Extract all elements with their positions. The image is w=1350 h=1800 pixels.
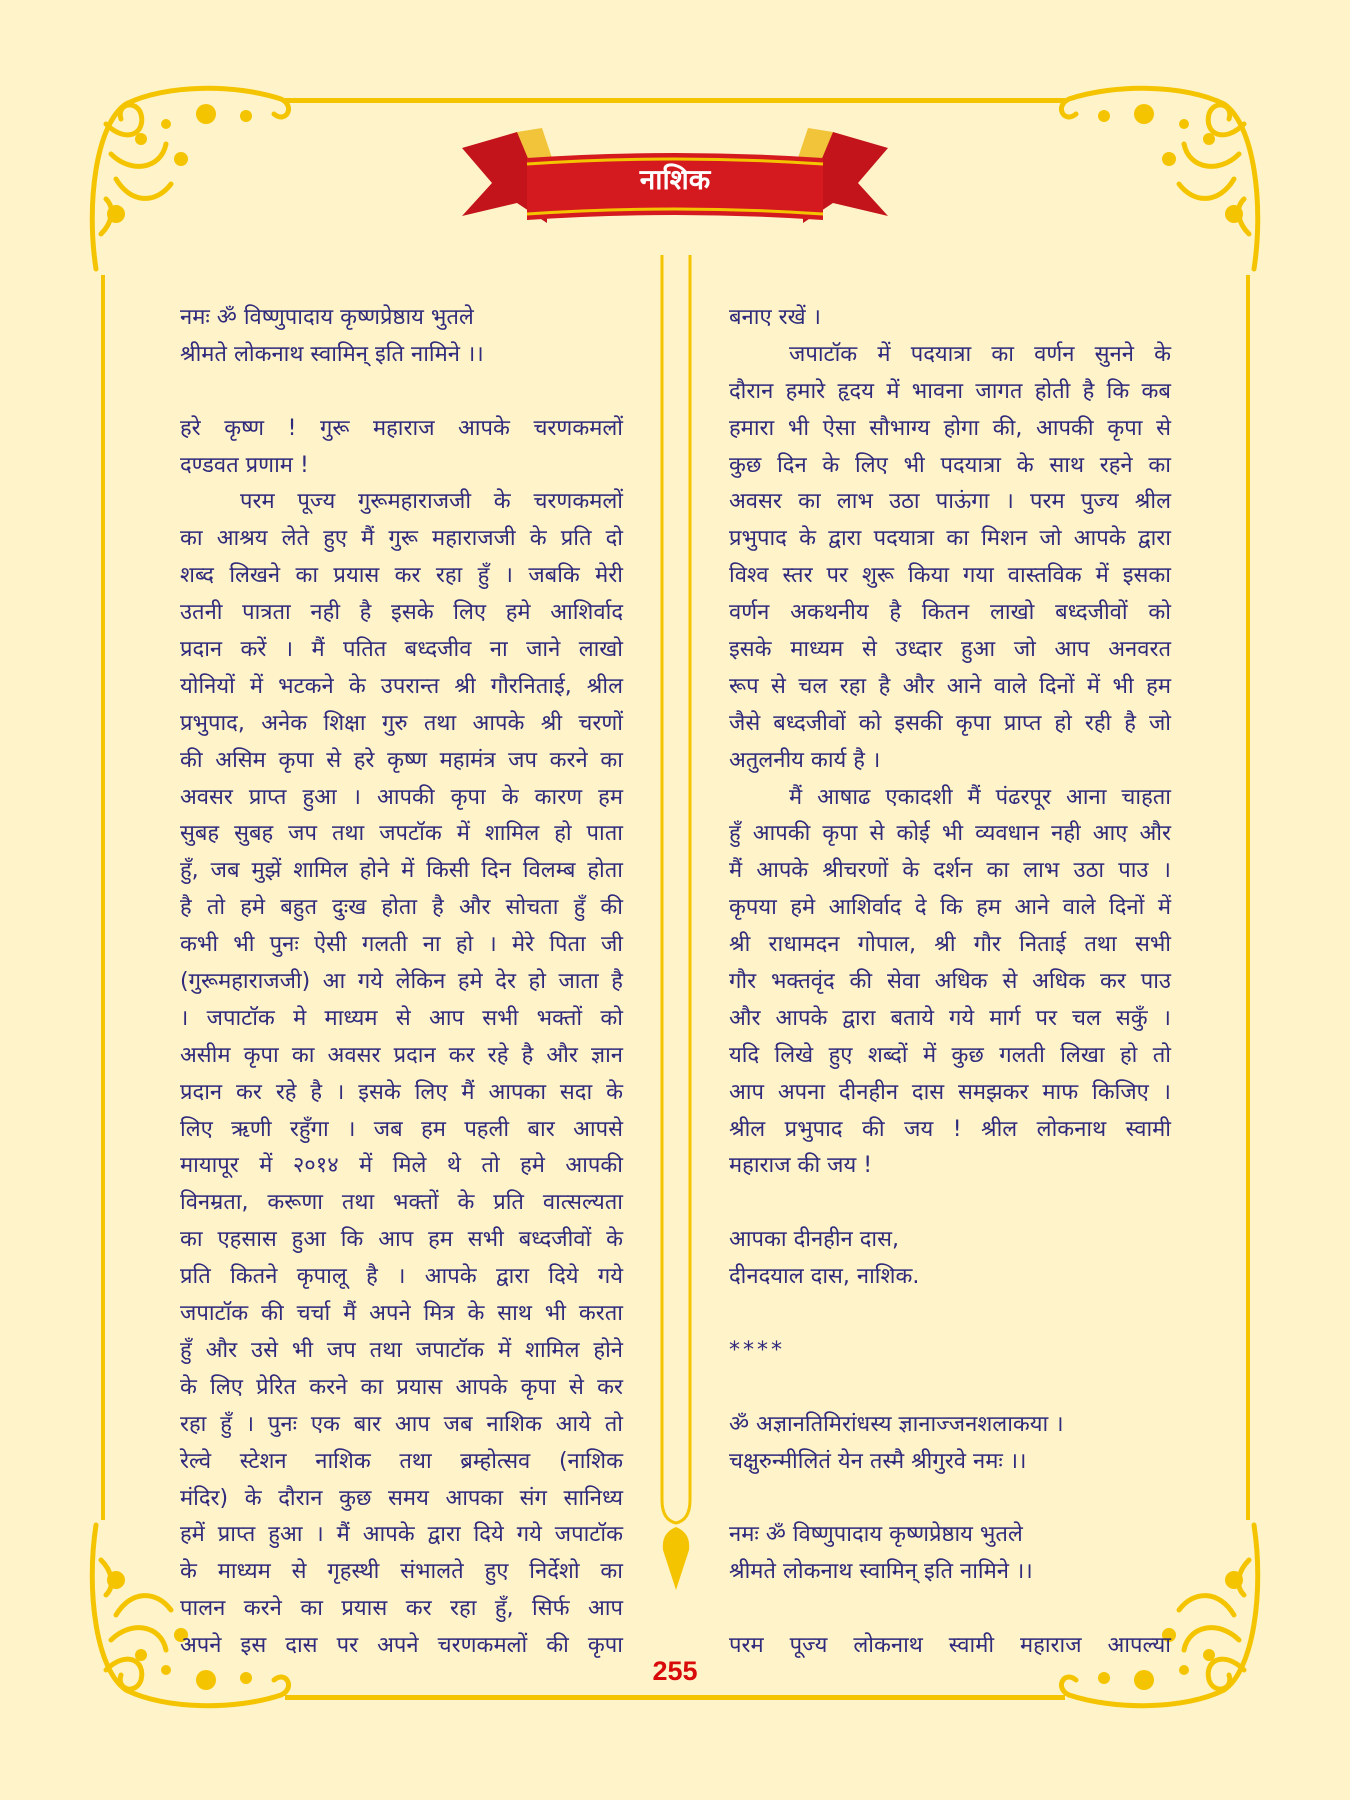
text-line: रूप से चल रहा है और आने वाले दिनों में भी हम: [729, 673, 1171, 699]
text-line: लिए ऋणी रहुँगा । जब हम पहली बार आपसे: [180, 1116, 623, 1142]
frame-bottom-line: [285, 1695, 1065, 1700]
text-line: विश्व स्तर पर शुरू किया गया वास्तविक में इसका: [729, 563, 1171, 589]
text-line: के माध्यम से गृहस्थी संभालते हुए निर्देशो का: [180, 1559, 623, 1585]
text-line: महाराज की जय !: [729, 1153, 873, 1179]
text-line: रेल्वे स्टेशन नाशिक तथा ब्रम्होत्सव (नाशिक: [180, 1448, 623, 1474]
text-line: दौरान हमारे हृदय में भावना जागत होती है कि कब: [729, 378, 1171, 404]
text-line: मायापूर में २०१४ में मिले थे तो हमे आपकी: [180, 1153, 623, 1179]
column-divider: [655, 255, 697, 1595]
text-line: (गुरूमहाराजजी) आ गये लेकिन हमे देर हो जाता है: [180, 969, 623, 995]
text-line: अवसर प्राप्त हुआ । आपकी कृपा के कारण हम: [180, 784, 623, 810]
text-line: । जपाटॉक मे माध्यम से आप सभी भक्तों को: [180, 1005, 623, 1031]
text-line: जपाटॉक की चर्चा मैं अपने मित्र के साथ भी करता: [180, 1301, 623, 1327]
text-line: प्रदान करें । मैं पतित बध्दजीव ना जाने लाखो: [180, 637, 623, 663]
text-line: नमः ॐ विष्णुपादाय कृष्णप्रेष्ठाय भुतले: [180, 305, 474, 330]
text-line: रहा हुँ । पुनः एक बार आप जब नाशिक आये तो: [180, 1411, 623, 1437]
text-line: नमः ॐ विष्णुपादाय कृष्णप्रेष्ठाय भुतले: [729, 1522, 1023, 1548]
page-number: 255: [652, 1656, 698, 1686]
text-line: वर्णन अकथनीय है कितन लाखो बध्दजीवों को: [729, 600, 1171, 626]
text-line: श्री राधामदन गोपाल, श्री गौर निताई तथा सभी: [729, 932, 1171, 958]
text-line: के लिए प्रेरित करने का प्रयास आपके कृपा से कर: [180, 1374, 623, 1400]
text-line: विनम्रता, करूणा तथा भक्तों के प्रति वात्सल्यता: [180, 1190, 623, 1216]
text-line: हुँ और उसे भी जप तथा जपाटॉक में शामिल होने: [180, 1337, 623, 1363]
blank-line: [729, 1481, 1171, 1518]
blank-line: [729, 1591, 1171, 1628]
text-line: शब्द लिखने का प्रयास कर रहा हुँ । जबकि मेरी: [180, 563, 623, 589]
text-line: है तो हमे बहुत दुःख होता है और सोचता हुँ की: [180, 895, 623, 921]
text-line: योनियों में भटकने के उपरान्त श्री गौरनिताई, श्रील: [180, 673, 623, 699]
text-line: श्रीमते लोकनाथ स्वामिन् इति नामिने ।।: [729, 1559, 1033, 1585]
text-line: ****: [729, 1337, 785, 1363]
text-line: मैं आपके श्रीचरणों के दर्शन का लाभ उठा पाउ ।: [729, 858, 1171, 884]
text-line: गौर भक्तवृंद की सेवा अधिक से अधिक कर पाउ: [729, 969, 1171, 995]
text-line: प्रभुपाद के द्वारा पदयात्रा का मिशन जो आपके द्वारा: [729, 526, 1171, 552]
text-line: कभी भी पुनः ऐसी गलती ना हो । मेरे पिता जी: [180, 932, 623, 958]
text-line: जैसे बध्दजीवों को इसकी कृपा प्राप्त हो रही है जो: [729, 710, 1171, 736]
frame-top-line: [285, 98, 1065, 103]
corner-ornament-icon: [86, 84, 296, 274]
text-line: कुछ दिन के लिए भी पदयात्रा के साथ रहने का: [729, 452, 1171, 478]
text-line: और आपके द्वारा बताये गये मार्ग पर चल सकुँ ।: [729, 1005, 1171, 1031]
text-line: दीनदयाल दास, नाशिक.: [729, 1264, 920, 1290]
text-line: जपाटॉक में पदयात्रा का वर्णन सुनने के: [789, 341, 1171, 367]
text-line: चक्षुरुन्मीलितं येन तस्मै श्रीगुरवे नमः ।।: [729, 1448, 1027, 1474]
text-line: हरे कृष्ण ! गुरू महाराज आपके चरणकमलों: [180, 415, 623, 441]
frame-left-line: [101, 275, 105, 1520]
right-text-column: [729, 300, 1171, 1665]
text-line: बनाए रखें ।: [729, 305, 821, 330]
text-line: इसके माध्यम से उध्दार हुआ जो आप अनवरत: [729, 637, 1171, 663]
text-line: मैं आषाढ एकादशी मैं पंढरपूर आना चाहता: [789, 784, 1171, 810]
text-line: की असिम कृपा से हरे कृष्ण महामंत्र जप करने का: [180, 747, 623, 773]
text-line: हुँ, जब मुझें शामिल होने में किसी दिन विलम्ब होता: [180, 858, 623, 884]
blank-line: [729, 1370, 1171, 1407]
text-line: श्रीमते लोकनाथ स्वामिन् इति नामिने ।।: [180, 341, 484, 367]
blank-line: [180, 374, 623, 411]
text-line: हुँ आपकी कृपा से कोई भी व्यवधान नही आए और: [729, 821, 1171, 847]
page-title: नाशिक: [639, 163, 711, 196]
frame-right-line: [1246, 275, 1250, 1520]
text-line: अपने इस दास पर अपने चरणकमलों की कृपा: [180, 1633, 623, 1659]
text-line: सुबह सुबह जप तथा जपटॉक में शामिल हो पाता: [180, 821, 623, 847]
corner-ornament-icon: [1054, 84, 1264, 274]
text-line: प्रभुपाद, अनेक शिक्षा गुरु तथा आपके श्री चरणों: [180, 710, 623, 736]
text-line: हमें प्राप्त हुआ । मैं आपके द्वारा दिये गये जपाटॉक: [180, 1522, 623, 1548]
text-line: उतनी पात्रता नही है इसके लिए हमे आशिर्वाद: [180, 600, 623, 626]
text-line: कृपया हमे आशिर्वाद दे कि हम आने वाले दिनों में: [729, 895, 1171, 921]
left-text-column: [180, 300, 623, 1665]
text-line: आपका दीनहीन दास,: [729, 1227, 899, 1253]
text-line: श्रील प्रभुपाद की जय ! श्रील लोकनाथ स्वामी: [729, 1116, 1171, 1142]
text-line: प्रति कितने कृपालू है । आपके द्वारा दिये गये: [180, 1264, 623, 1290]
text-line: पालन करने का प्रयास कर रहा हुँ, सिर्फ आप: [180, 1596, 623, 1622]
blank-line: [729, 1296, 1171, 1333]
text-line: प्रदान कर रहे है । इसके लिए मैं आपका सदा के: [180, 1079, 623, 1105]
text-line: परम पूज्य गुरूमहाराजजी के चरणकमलों: [240, 489, 623, 515]
blank-line: [729, 1185, 1171, 1222]
text-line: अवसर का लाभ उठा पाऊंगा । परम पुज्य श्रील: [729, 489, 1171, 515]
text-line: असीम कृपा का अवसर प्रदान कर रहे है और ज्ञान: [180, 1042, 623, 1068]
text-line: परम पूज्य लोकनाथ स्वामी महाराज आपल्या: [729, 1633, 1171, 1659]
text-line: का एहसास हुआ कि आप हम सभी बध्दजीवों के: [180, 1227, 623, 1253]
text-line: दण्डवत प्रणाम !: [180, 452, 309, 478]
text-line: हमारा भी ऐसा सौभाग्य होगा की, आपकी कृपा से: [729, 415, 1171, 441]
text-line: का आश्रय लेते हुए मैं गुरू महाराजजी के प्रति दो: [180, 526, 623, 552]
text-line: अतुलनीय कार्य है ।: [729, 747, 881, 773]
text-line: ॐ अज्ञानतिमिरांधस्य ज्ञानाज्जनशलाकया ।: [729, 1411, 1064, 1437]
text-line: यदि लिखे हुए शब्दों में कुछ गलती लिखा हो तो: [729, 1042, 1171, 1068]
text-line: आप अपना दीनहीन दास समझकर माफ किजिए ।: [729, 1079, 1171, 1105]
text-line: मंदिर) के दौरान कुछ समय आपका संग सानिध्य: [180, 1485, 623, 1511]
